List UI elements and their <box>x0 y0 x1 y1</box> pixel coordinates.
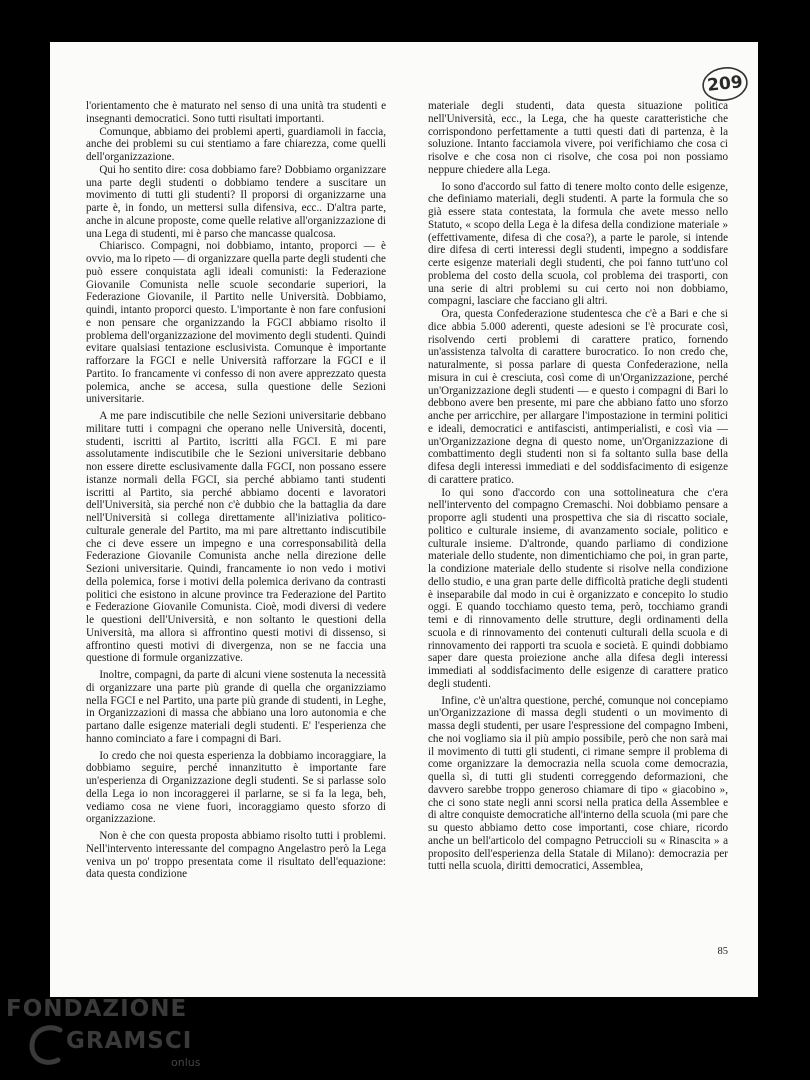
paragraph: A me pare indiscutibile che nelle Sezioni universitarie debbano militare tutti i compagni che operano nelle Università, docenti, studenti, iscritti al Partito, iscritti alla FGCI. E mi pare assolutamente indiscutibile che le Sezioni universitarie debbano non essere dirette esclusivamente dalla FGCI, non possano essere istanze normali della FGCI, sia perché abbiamo tanti studenti iscritti al Partito, sia perché abbiamo docenti e lavoratori dell'Università, sia perché non c'è dubbio che la battaglia da dare nell'Università si collega direttamente all'iniziativa politico-culturale generale del Partito, ma mi pare altrettanto indiscutibile che ci deve essere un impegno e una corresponsabilità della Federazione Giovanile Comunista anche nella direzione delle Sezioni universitarie. Quindi, francamente io non vedo i motivi della polemica, forse i motivi della polemica derivano da contrasti politici che esistono in alcune province tra Federazione del Partito e Federazione Giovanile Comunista. Cioè, modi diversi di vedere le questioni dell'Università, e non soltanto le questioni della Università, ma allora si affrontino questi motivi di dissenso, si affrontino questi motivi di divergenza, non se ne faccia una questione di formule organizzative. <box>86 410 386 665</box>
paragraph: l'orientamento che è maturato nel senso di una unità tra studenti e insegnanti democratici. Sono tutti risultati importanti. <box>86 100 386 125</box>
paragraph: Io sono d'accordo sul fatto di tenere molto conto delle esigenze, che definiamo materiali, degli studenti. A parte la formula che so già essere stata contestata, la formula che avete messo nello Statuto, « scopo della Lega è la difesa della condizione materiale » (effettivamente, difesa di che cosa?), a parte le parole, si intende dire difesa di certi interessi degli studenti, impegno a soddisfare certe esigenze materiali degli studenti, che poi fanno tutt'uno col problema del costo della scuola, col problema dei trasporti, con una serie di altri problemi su cui certo noi non dobbiamo, compagni, lasciare che facciano gli altri. <box>428 180 728 308</box>
paragraph: Ora, questa Confederazione studentesca che c'è a Bari e che si dice abbia 5.000 aderenti, queste adesioni se l'è procurate così, risolvendo certi problemi di carattere pratico, fornendo un'assistenza talvolta di carattere burocratico. Io non credo che, naturalmente, si possa parlare di questa Confederazione, nella misura in cui è cresciuta, così come di un'Organizzazione, perché un'Organizzazione degli studenti — e questo i compagni di Bari lo debbono avere ben presente, mi pare che abbiano fatto uno sforzo anche per arricchire, per allargare l'impostazione in termini politici e ideali, democratici e antifascisti, antimperialisti, e così via — un'Organizzazione degna di questo nome, un'Organizzazione di combattimento degli studenti non si fa soltanto sulla base della difesa degli interessi immediati e del soddisfacimento di esigenze di carattere pratico. <box>428 308 728 486</box>
logo-line-1: FONDAZIONE <box>6 996 188 1022</box>
left-column <box>86 100 386 881</box>
right-column <box>428 100 728 873</box>
fondazione-gramsci-logo <box>6 996 236 1076</box>
handwritten-number-text: 209 <box>706 72 744 96</box>
paragraph: Qui ho sentito dire: cosa dobbiamo fare? Dobbiamo organizzare una parte degli studenti o dobbiamo tendere a suscitare un movimento di tutti gli studenti? Il proporsi di organizzarne una parte è, in fondo, un mettersi sulla difensiva, ecc.. D'altra parte, anche in alcune proposte, come quelle relative all'organizzazione di una Lega di studenti, mi è parso che mancasse qualcosa. <box>86 163 386 240</box>
paragraph: Inoltre, compagni, da parte di alcuni viene sostenuta la necessità di organizzare una parte più grande di quella che organizziamo nella FGCI e nel Partito, una parte più grande di studenti, in Leghe, in Organizzazioni di massa che abbiano una loro autonomia e che partano dalle esigenze materiali degli studenti. E' l'esperienza che hanno cominciato a fare i compagni di Bari. <box>86 669 386 745</box>
paragraph: Io credo che noi questa esperienza la dobbiamo incoraggiare, la dobbiamo seguire, perché innanzitutto è importante fare un'esperienza di Organizzazione degli studenti. Se si parlasse solo della Lega io non incoraggerei il parlarne, se si fa la lega, beh, vediamo cosa ne viene fuori, incoraggiamo questo sforzo di organizzazione. <box>86 749 386 826</box>
paragraph: Io qui sono d'accordo con una sottolineatura che c'era nell'intervento del compagno Cremaschi. Noi dobbiamo pensare a proporre agli studenti una prospettiva che sia di riscatto sociale, politico e culturale insieme, di avanzamento sociale, politico e culturale insieme. D'altronde, quando parliamo di condizione materiale dello studente, non dimentichiamo che poi, in gran parte, la condizione materiale dello studente si risolve nella condizione dello studio, e una gran parte delle difficoltà pratiche degli studenti è inseparabile dal modo in cui è organizzato e concepito lo studio oggi. E quando tocchiamo questo tema, però, tocchiamo grandi temi e di rinnovamento delle strutture, degli ordinamenti della scuola e di rinnovamento dei contenuti culturali della scuola e di rinnovamento dei rapporti tra scuola e società. E quindi dobbiamo saper dare questa proiezione anche alla difesa degli interessi immediati al soddisfacimento delle esigenze di carattere pratico degli studenti. <box>428 486 728 690</box>
handwritten-page-number <box>700 64 750 104</box>
page-number: 85 <box>717 946 728 957</box>
logo-line-3: onlus <box>171 1056 201 1069</box>
paragraph: Non è che con questa proposta abbiamo risolto tutti i problemi. Nell'intervento interessante del compagno Angelastro però la Lega veniva un po' troppo presentata come il risultato dell'equazione: data questa condizione <box>86 830 386 881</box>
paragraph: Chiarisco. Compagni, noi dobbiamo, intanto, proporci — è ovvio, ma lo ripeto — di organizzare quella parte degli studenti che può essere conquistata agli ideali comunisti: la Federazione Giovanile Comunista nelle scuole secondarie superiori, la Federazione Giovanile, il Partito nelle Università. Dobbiamo, quindi, intanto proporci questo. L'importante è non fare confusioni e non pensare che organizzando la FGCI abbiamo risolto il problema dell'organizzazione del movimento degli studenti. Quindi evitare qualsiasi tentazione esclusivista. Comunque è importante rafforzare la FGCI e nelle Università rafforzare la FGCI e il Partito. Io francamente vi confesso di non avere apprezzato questa polemica, anche se accesa, sulla questione delle Sezioni universitarie. <box>86 240 386 406</box>
paragraph: materiale degli studenti, data questa situazione politica nell'Università, ecc., la Lega, che ha queste caratteristiche che corrispondono perfettamente a tutti questi dati di partenza, è la soluzione. Intanto facciamola vivere, poi verifichiamo che cosa ci risolve e che cosa non ci risolve, che cosa poi non possiamo neppure chiedere alla Lega. <box>428 100 728 176</box>
paragraph: Comunque, abbiamo dei problemi aperti, guardiamoli in faccia, anche dei problemi su cui stentiamo a fare chiarezza, come quelli dell'organizzazione. <box>86 125 386 163</box>
scanned-page <box>50 42 758 997</box>
logo-line-2: GRAMSCI <box>66 1028 193 1054</box>
logo-swirl-icon <box>26 1022 68 1068</box>
paragraph: Infine, c'è un'altra questione, perché, comunque noi concepiamo un'Organizzazione di massa degli studenti o un movimento di massa degli studenti, per usare l'espressione del compagno Imbeni, che noi vogliamo sia il più ampio possibile, però che non sarà mai il movimento di tutti gli studenti, ci rimane sempre il problema di come organizzare la democrazia nella scuola come democrazia, quella sì, di tutti gli studenti correggendo deformazioni, che davvero sarebbe troppo generoso chiamare di tipo « giacobino », che ci sono state negli anni scorsi nella pratica della Assemblee e di altre conquiste democratiche all'interno della scuola (mi pare che su questo abbiamo detto cose importanti, cose chiare, ricordo anche un bell'articolo del compagno Petruccioli su « Rinascita » a proposito dell'esperienza della Statale di Milano): democrazia per tutti nella scuola, diritti democratici, Assemblea, <box>428 694 728 873</box>
